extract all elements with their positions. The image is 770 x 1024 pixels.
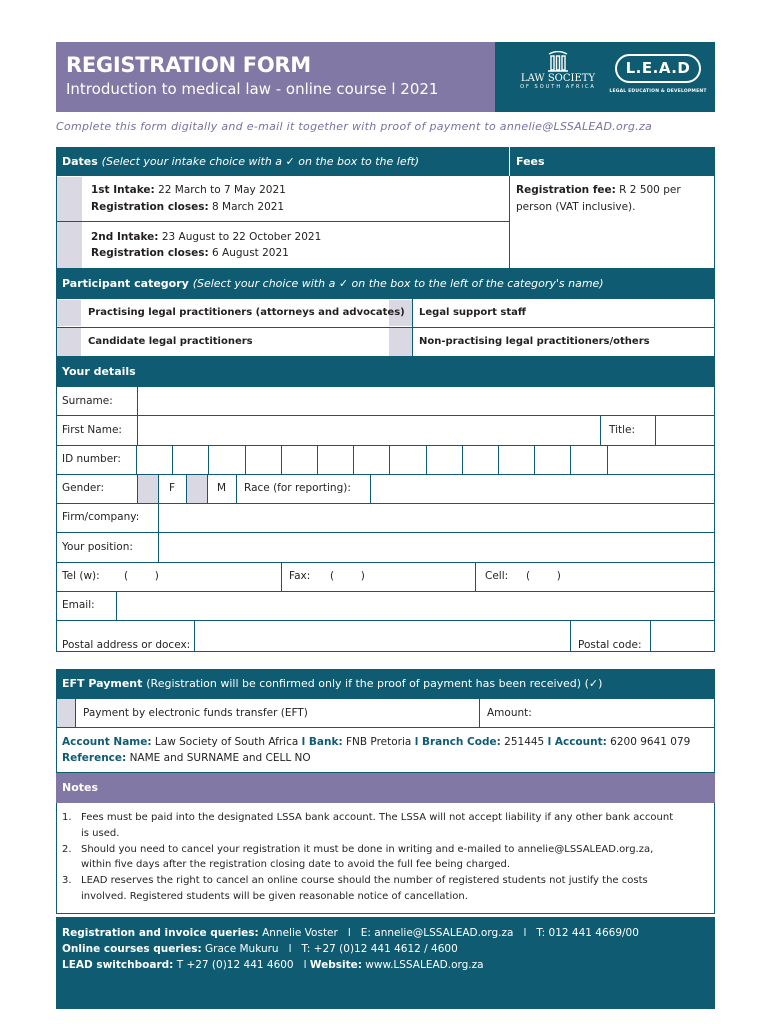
id-number-label: ID number:: [62, 453, 121, 465]
close2-label: Registration closes:: [91, 247, 209, 259]
online-queries-value: Grace Mukuru l T: +27 (0)12 441 4612 / 4600: [205, 943, 458, 955]
category-checkbox-nonpractising[interactable]: [389, 328, 412, 356]
fee-text: [516, 184, 681, 196]
tel-field[interactable]: [112, 563, 280, 591]
close1-label: Registration closes:: [91, 201, 209, 213]
gender-m-label: M: [217, 482, 227, 494]
id-number-boxes[interactable]: [136, 445, 606, 475]
website-value: www.LSSALEAD.org.za: [365, 959, 484, 971]
col-line: [75, 699, 76, 728]
online-queries: [62, 941, 709, 957]
account-label: Account:: [554, 736, 607, 748]
category-col-divider: [412, 299, 413, 357]
tel-label: Tel (w):: [62, 570, 100, 582]
eft-checkbox[interactable]: [57, 699, 75, 727]
note-line: [62, 889, 712, 905]
race-field[interactable]: [371, 475, 714, 503]
postal-field[interactable]: [195, 621, 569, 651]
bank-label: Bank:: [308, 736, 343, 748]
intake2-label: 2nd Intake:: [91, 231, 159, 243]
lead-logo: [608, 54, 708, 100]
id-digit-divider: [208, 445, 209, 475]
note-text: LEAD reserves the right to cancel an online course should the number of registered students not justify the costs: [81, 875, 648, 887]
reg-queries-label: Registration and invoice queries:: [62, 927, 259, 939]
category-checkbox-practising[interactable]: [57, 300, 81, 326]
first-name-field[interactable]: [138, 416, 600, 445]
col-line: [570, 621, 571, 652]
race-label: Race (for reporting):: [244, 482, 351, 494]
cell-label: Cell:: [485, 570, 509, 582]
details-header: Your details: [56, 357, 715, 387]
account-number: 6200 9641 079: [610, 736, 691, 748]
eft-heading: EFT Payment: [62, 677, 143, 690]
gender-f-checkbox[interactable]: [138, 475, 158, 503]
id-digit-divider: [317, 445, 318, 475]
online-queries-label: Online courses queries:: [62, 943, 202, 955]
dates-heading: Dates: [62, 155, 98, 168]
intake1-label: 1st Intake:: [91, 184, 155, 196]
fee-value: R 2 500 per: [619, 184, 681, 196]
category-checkbox-candidate[interactable]: [57, 328, 81, 356]
form-header: [56, 42, 715, 112]
amount-field[interactable]: [540, 699, 714, 727]
category-header: [56, 269, 715, 299]
note-number: 3.: [62, 875, 72, 887]
fee-value-cont: person (VAT inclusive).: [516, 201, 636, 213]
note-line: [62, 873, 712, 889]
firm-label: Firm/company:: [62, 511, 140, 523]
email-label: Email:: [62, 599, 95, 611]
category-support: Legal support staff: [419, 307, 527, 318]
notes-header: Notes: [56, 773, 715, 803]
note-text: Should you need to cancel your registration it must be done in writing and e-mailed to annelie@LSSALEAD.org.za,: [81, 843, 654, 855]
note-line: [62, 810, 712, 826]
note-line: [62, 826, 712, 842]
reg-queries-value: Annelie Voster l E: annelie@LSSALEAD.org.za l T: 012 441 4669/00: [262, 927, 639, 939]
category-practising: Practising legal practitioners (attorneys and advocates): [88, 307, 405, 318]
lssa-name: LAW SOCIETY: [520, 73, 596, 84]
eft-hint: (Registration will be confirmed only if the proof of payment has been received) (✓): [146, 677, 603, 690]
fax-label: Fax:: [289, 570, 311, 582]
reference-line: [62, 752, 311, 764]
id-digit-divider: [353, 445, 354, 475]
sep: l: [301, 736, 309, 748]
amount-label: Amount:: [487, 707, 532, 719]
id-digit-divider: [172, 445, 173, 475]
note-text: is used.: [81, 827, 120, 839]
postal-code-label: Postal code:: [578, 639, 642, 651]
id-digit-divider: [462, 445, 463, 475]
cell-field[interactable]: [516, 563, 714, 591]
id-digit-divider: [570, 445, 571, 475]
ref-label: Reference:: [62, 752, 127, 764]
acc-name-label: Account Name:: [62, 736, 152, 748]
close1-value: 8 March 2021: [212, 201, 285, 213]
bank-details: [56, 728, 715, 773]
contacts-footer: [56, 917, 715, 1009]
note-text: Fees must be paid into the designated LSSA bank account. The LSSA will not accept liability if any other bank account: [81, 812, 674, 823]
lssa-logo: [512, 51, 604, 103]
category-candidate: Candidate legal practitioners: [88, 336, 253, 347]
id-digit-divider: [426, 445, 427, 475]
fax-code: ( ): [330, 570, 365, 582]
lead-badge: L.E.A.D: [615, 54, 701, 83]
note-line: [62, 857, 712, 873]
col-line: [600, 416, 601, 445]
note-text: within five days after the registration closing date to avoid the full fee being charged.: [81, 859, 511, 871]
id-digit-divider: [498, 445, 499, 475]
title-field[interactable]: [656, 416, 714, 445]
postal-label: Postal address or docex:: [62, 639, 191, 651]
switchboard-value: T +27 (0)12 441 4600 l: [176, 959, 307, 971]
col-line: [479, 699, 480, 728]
eft-header: [56, 669, 715, 699]
col-line: [236, 475, 237, 504]
note-number: 2.: [62, 843, 72, 855]
position-field[interactable]: [159, 533, 714, 562]
category-heading: Participant category: [62, 277, 189, 290]
id-digit-divider: [534, 445, 535, 475]
switchboard-label: LEAD switchboard:: [62, 959, 174, 971]
first-name-label: First Name:: [62, 424, 122, 436]
acc-name: Law Society of South Africa: [154, 736, 299, 748]
intake1-checkbox[interactable]: [57, 177, 82, 221]
fees-header: Fees: [510, 147, 715, 176]
dates-hint: (Select your intake choice with a ✓ on the box to the left): [101, 155, 420, 168]
fee-label: Registration fee:: [516, 184, 616, 196]
lssa-subname: OF SOUTH AFRICA: [520, 84, 596, 90]
firm-field[interactable]: [159, 504, 714, 532]
eft-payment-label: Payment by electronic funds transfer (EFT): [83, 707, 308, 719]
note-number: 1.: [62, 812, 72, 823]
close2-text: [91, 247, 289, 259]
id-digit-divider: [245, 445, 246, 475]
website-label: Website:: [309, 959, 362, 971]
intake1-text: [91, 184, 286, 196]
postal-code-field[interactable]: [651, 621, 714, 651]
fax-field[interactable]: [320, 563, 475, 591]
intake2-value: 23 August to 22 October 2021: [161, 231, 322, 243]
col-line: [475, 563, 476, 592]
ref-value: NAME and SURNAME and CELL NO: [129, 752, 311, 764]
page-number: 1 of 1: [685, 992, 714, 1003]
sep: l: [547, 736, 555, 748]
category-nonpractising: Non-practising legal practitioners/others: [419, 336, 650, 347]
email-field[interactable]: [117, 592, 714, 620]
category-divider: [56, 327, 715, 328]
close2-value: 6 August 2021: [212, 247, 289, 259]
close1-text: [91, 201, 284, 213]
switchboard: [62, 957, 709, 973]
title-label: Title:: [609, 424, 636, 436]
gender-m-checkbox[interactable]: [187, 475, 207, 503]
intake1-row: [56, 176, 510, 222]
bank-name: FNB Pretoria: [346, 736, 412, 748]
lead-tagline: LEGAL EDUCATION & DEVELOPMENT: [609, 89, 707, 94]
surname-label: Surname:: [62, 395, 113, 407]
reg-queries: [62, 925, 709, 941]
gender-label: Gender:: [62, 482, 105, 494]
cell-code: ( ): [526, 570, 561, 582]
id-digit-divider: [281, 445, 282, 475]
bank-line-1: [62, 736, 690, 748]
tel-code: ( ): [124, 570, 159, 582]
col-line: [158, 475, 159, 504]
gender-f-label: F: [169, 482, 176, 494]
form-title: REGISTRATION FORM: [66, 53, 311, 77]
intake2-text: [91, 231, 321, 243]
category-hint: (Select your choice with a ✓ on the box to the left of the category's name): [192, 277, 604, 290]
sep: l: [414, 736, 422, 748]
intake2-row: [56, 221, 510, 269]
id-digit-divider: [607, 445, 608, 475]
col-line: [207, 475, 208, 504]
pillars-icon: [543, 51, 573, 73]
branch-code: 251445: [504, 736, 545, 748]
note-text: involved. Registered students will be given reasonable notice of cancellation.: [81, 891, 468, 902]
col-line: [281, 563, 282, 592]
note-line: [62, 842, 712, 858]
position-label: Your position:: [62, 541, 133, 553]
form-subtitle: Introduction to medical law - online course l 2021: [66, 80, 439, 98]
id-digit-divider: [136, 445, 137, 475]
instruction-text: Complete this form digitally and e-mail it together with proof of payment to annelie@LSSALEAD.org.za: [56, 120, 653, 133]
dates-header: [56, 147, 509, 176]
id-digit-divider: [389, 445, 390, 475]
intake1-value: 22 March to 7 May 2021: [158, 184, 286, 196]
surname-field[interactable]: [138, 387, 714, 415]
intake2-checkbox[interactable]: [57, 222, 82, 268]
branch-label: Branch Code:: [421, 736, 501, 748]
